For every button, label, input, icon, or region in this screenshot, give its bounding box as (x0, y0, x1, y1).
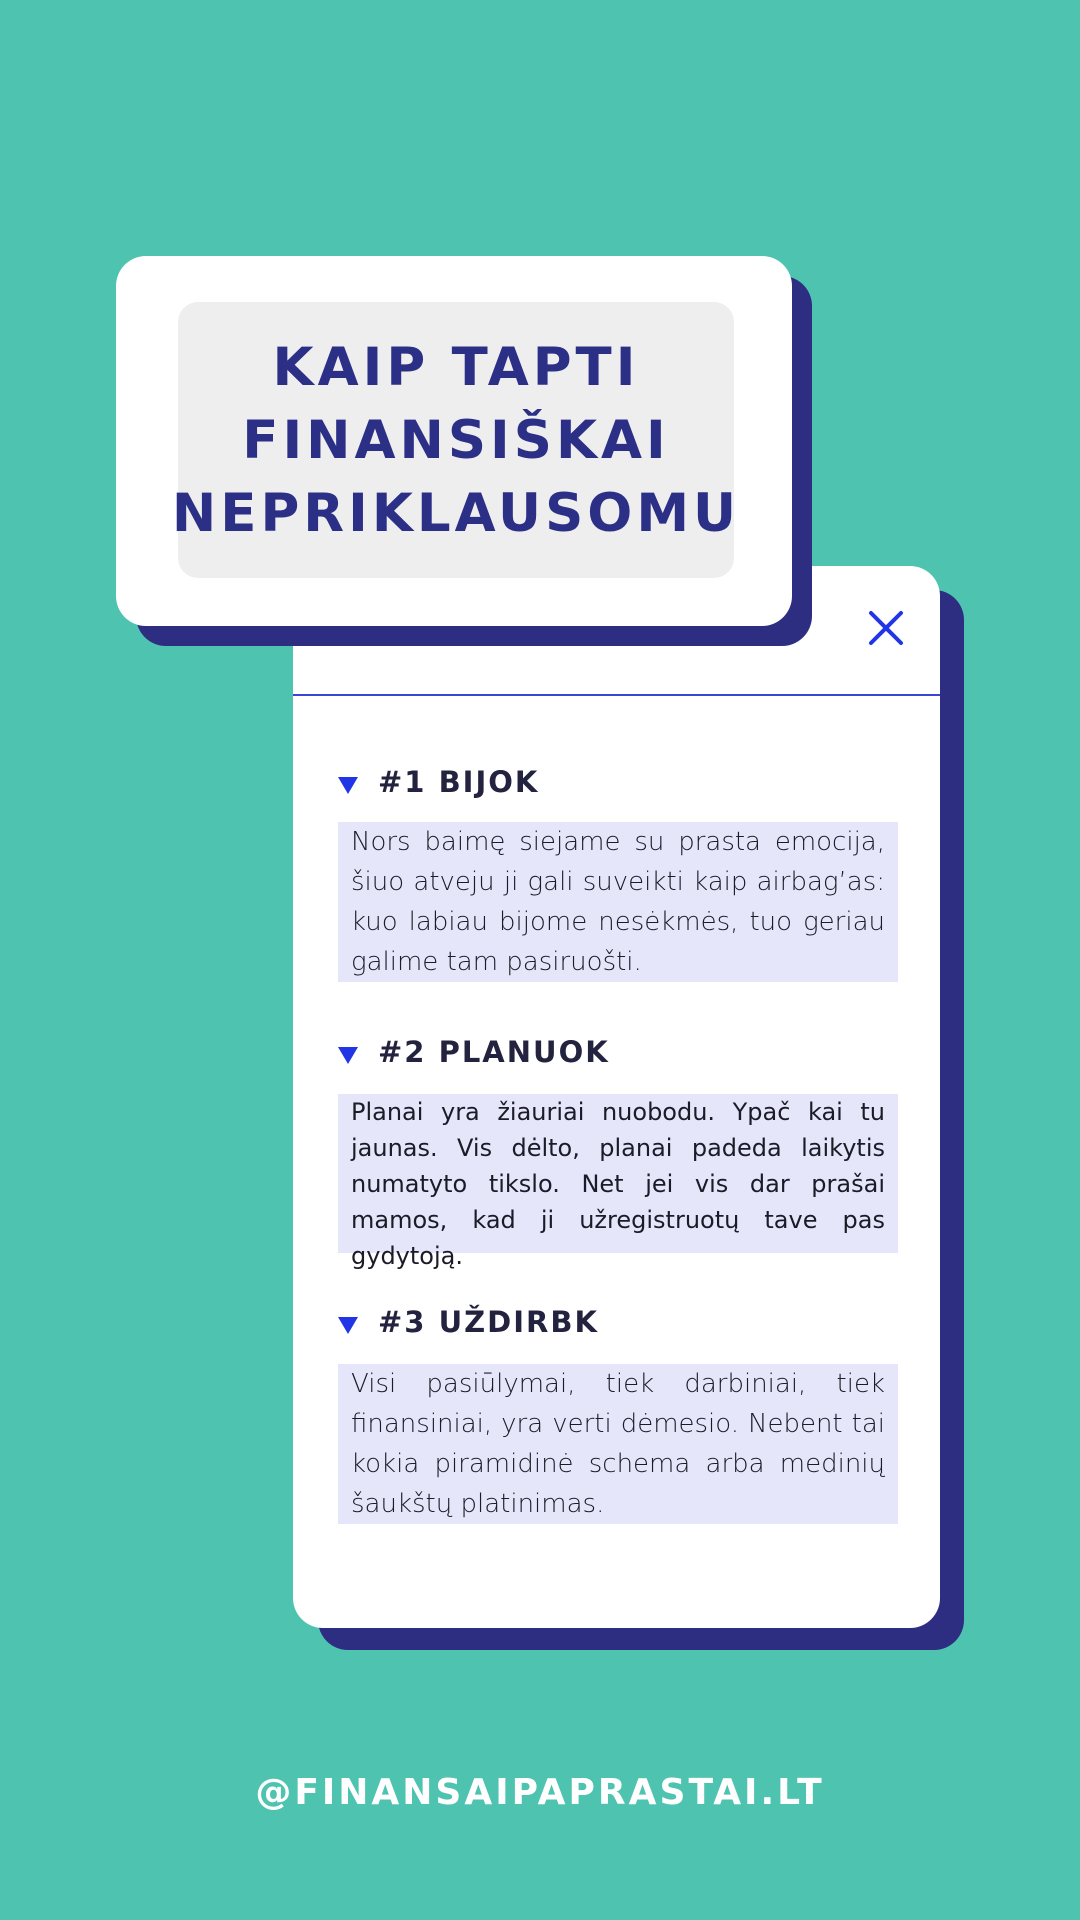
title-card (116, 256, 792, 626)
panel-divider (293, 694, 940, 696)
close-icon-glyph (866, 608, 906, 648)
title-line-2: FINANSIŠKAI (242, 409, 670, 471)
tip-body-1: Nors baimę siejame su prasta emocija, šiuo atveju ji gali suveikti kaip airbag’as: kuo labiau bijome nesėkmės, tuo geriau galime tam pasiruošti. (338, 822, 898, 982)
title-line-1: KAIP TAPTI (272, 336, 640, 398)
title-line-3: NEPRIKLAUSOMU (171, 482, 741, 544)
triangle-down-icon (338, 1317, 358, 1334)
tip-section-2 (338, 1032, 898, 1270)
close-icon[interactable] (866, 608, 906, 648)
tip-title-3: #3 UŽDIRBK (378, 1305, 599, 1339)
tips-panel (293, 566, 940, 1628)
tip-title-1: #1 BIJOK (378, 765, 540, 799)
tip-body-2: Planai yra žiauriai nuobodu. Ypač kai tu jaunas. Vis dėlto, planai padeda laikytis numatyto tikslo. Net jei vis dar prašai mamos, kad ji užregistruotų tave pas gydytoją. (338, 1094, 898, 1253)
triangle-down-icon (338, 777, 358, 794)
tip-section-3 (338, 1302, 898, 1519)
tip-heading-3[interactable] (338, 1302, 898, 1342)
triangle-down-icon (338, 1047, 358, 1064)
footer-handle: @FINANSAIPAPRASTAI.LT (255, 1772, 825, 1813)
title-box (171, 302, 741, 578)
tip-section-1 (338, 762, 898, 977)
tip-title-2: #2 PLANUOK (378, 1035, 610, 1069)
tip-heading-2[interactable] (338, 1032, 898, 1072)
tip-heading-1[interactable] (338, 762, 898, 802)
tip-body-3: Visi pasiūlymai, tiek darbiniai, tiek finansiniai, yra verti dėmesio. Nebent tai kokia piramidinė schema arba medinių šaukštų platinimas. (338, 1364, 898, 1524)
